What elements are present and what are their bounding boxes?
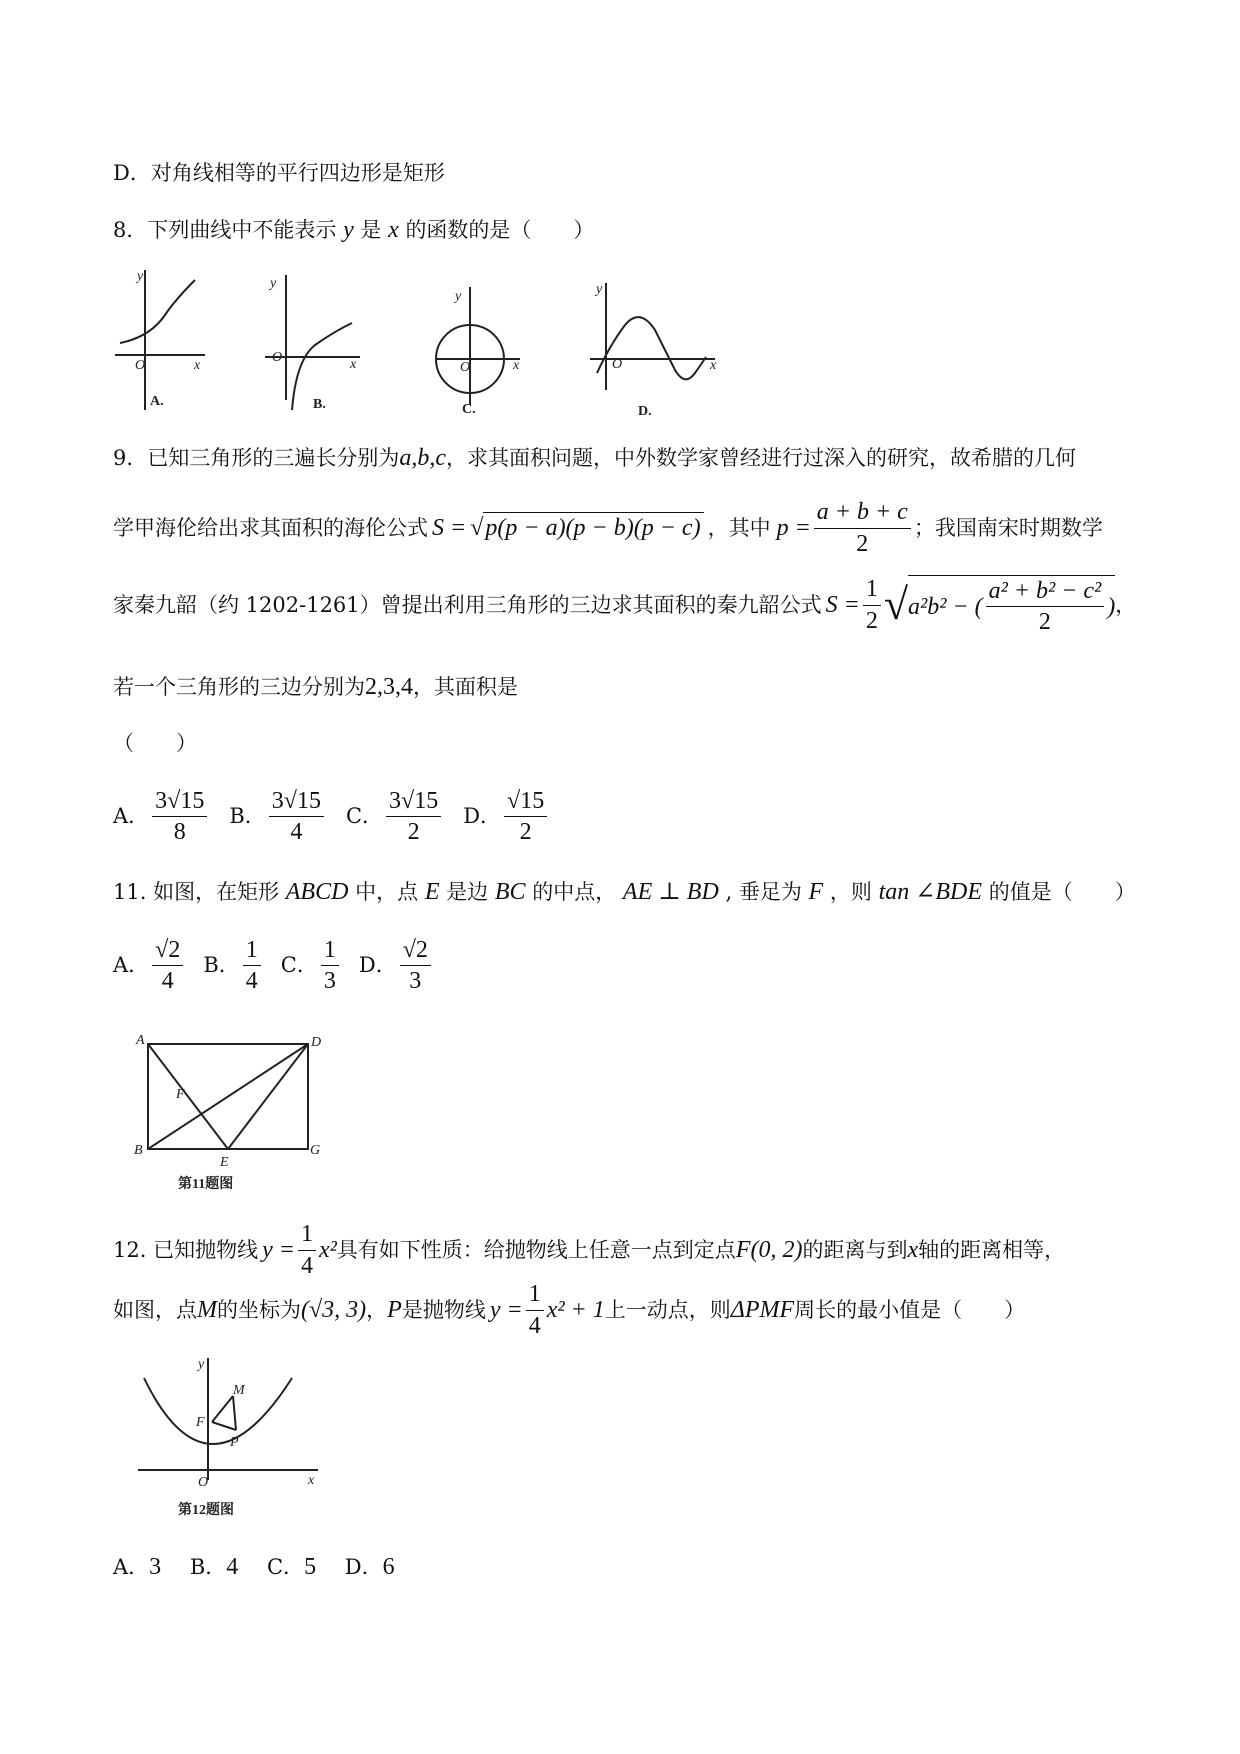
q12-fig-p: P [230,1435,239,1450]
q11-text-a: 11. 如图，在矩形 [113,880,280,904]
q11-opt-d [400,937,431,995]
q8-a-origin: O [135,358,146,373]
q9-line2 [113,498,1103,558]
q8-a-axis-x: x [194,358,201,373]
q12-text-b: 具有如下性质：给抛物线上任意一点到定点 [336,1237,736,1262]
q8-label-b: B. [313,397,326,412]
q11-ae-bd: AE ⊥ BD [622,879,719,905]
q9-qin-rad-b: ) [1107,593,1116,620]
q9-qin-half [863,576,881,634]
q9-line1-b: ，求其面积问题，中外数学家曾经进行过深入的研究，故希腊的几何 [446,446,1077,470]
q11-text-h: 的值是（ ） [988,880,1136,904]
q9-line4-a: 若一个三角形的三边分别为 [113,675,365,699]
q9-opt-d-label: D． [463,804,502,829]
q9-line2-a: 学甲海伦给出求其面积的海伦公式 [113,515,428,540]
q11-fig-e: E [220,1155,229,1170]
q12-line1 [113,1220,1065,1280]
q11-opt-b-num: 1 [243,937,261,966]
q12-opt-b-val: 4 [226,1554,239,1580]
q9-heron-lhs: S = [432,515,467,541]
q11-fig-d: D [311,1035,322,1050]
q9-opt-c-num: 3√15 [386,788,441,817]
q9-line4-b: ，其面积是 [413,675,518,699]
q12-eq2-rhs: x² + 1 [546,1297,605,1323]
q12-p: P [387,1297,402,1323]
q9-qin-rad-a: a²b² − ( [908,593,983,620]
q11-opt-c-num: 1 [321,937,339,966]
q12-eq1-rhs: x² [318,1237,337,1263]
q9-opt-c [386,788,441,846]
q8-stem [113,218,594,242]
q8-var-x: x [388,217,399,243]
q9-qin-inner-den: 2 [1038,609,1051,635]
q12-eq1-den: 4 [300,1252,313,1279]
q9-p-lhs: p = [776,515,811,541]
q11-opt-a-den: 4 [161,968,174,995]
q12-fig-m: M [233,1383,245,1398]
q12-fig-f: F [196,1415,205,1430]
q12-options [113,1555,395,1579]
q9-p-den: 2 [856,530,869,557]
q11-bc: BC [494,879,526,905]
q12-opt-d-val: 6 [382,1554,395,1580]
q8-var-y: y [343,217,354,243]
q8-a-axis-y: y [137,269,144,284]
q12-figure [128,1350,328,1534]
q11-text-c: 是边 [446,880,489,904]
q9-qin-inner [986,578,1105,636]
q11-f: F [808,879,824,905]
q12-opt-a-label: A． [113,1555,150,1579]
q11-opt-a-num: √2 [152,937,183,966]
q9-line3-b: ， [1115,592,1137,617]
q12-x: x [907,1237,919,1263]
q12-caption: 第12题图 [178,1503,234,1518]
q12-m-coord: (√3, 3) [301,1297,367,1323]
q11-stem [113,880,1136,904]
q11-figure [128,1030,322,1204]
q11-fig-f: F [176,1087,185,1102]
q9-qin-rad [908,575,1115,636]
q12-text-d: 轴的距离相等， [918,1237,1066,1262]
q12-fig-y: y [198,1357,205,1372]
q11-text-d: 的中点， [532,880,617,904]
q9-options [113,788,550,846]
q8-b-origin: O [272,350,283,365]
q12-text-a: 12. 已知抛物线 [113,1237,259,1262]
q9-sides: 2,3,4 [365,674,413,700]
q9-opt-a-label: A． [113,804,150,829]
q8-label-a: A. [150,394,164,409]
q9-line3-a: 家秦九韶（约 1202-1261）曾提出利用三角形的三边求其面积的秦九韶公式 [113,592,822,617]
q11-opt-b-den: 4 [245,968,258,995]
q8-c-origin: O [460,360,471,375]
q12-eq2-frac [526,1281,544,1339]
q9-qin-half-num: 1 [863,576,881,605]
q11-opt-b-label: B． [203,953,240,978]
q9-opt-d [504,788,547,846]
q12-triangle: ΔPMF [730,1297,795,1323]
q12-f-point: F(0, 2) [735,1237,803,1263]
q11-opt-c-den: 3 [323,968,336,995]
q9-p-frac [814,499,911,557]
q12-opt-c-val: 5 [304,1554,317,1580]
q12-eq1-frac [298,1221,316,1279]
q9-p-num: a + b + c [814,499,911,528]
q12-eq2-lhs: y = [489,1297,523,1323]
q11-text-e: , 垂足为 [725,880,802,904]
q12-text-j: 周长的最小值是（ ） [794,1297,1026,1322]
q12-text-i: 上一动点，则 [604,1297,731,1322]
q9-heron-rad: p(p − a)(p − b)(p − c) [483,512,703,541]
q11-text-g: ，则 [829,880,872,904]
q8-d-origin: O [612,357,623,372]
q9-opt-d-num: √15 [504,788,547,817]
q8-graph-c [435,287,520,417]
q12-text-g: ， [366,1297,388,1322]
q9-opt-b [269,788,324,846]
q9-abc: a,b,c [399,445,447,471]
q12-eq2-num: 1 [526,1281,544,1310]
q11-opt-d-num: √2 [400,937,431,966]
q11-opt-a [152,937,183,995]
q9-opt-b-den: 4 [290,819,303,846]
q11-opt-d-den: 3 [409,968,422,995]
q9-line1-a: 9．已知三角形的三遍长分别为 [113,446,400,470]
q8-suffix: 的函数的是（ ） [405,218,595,242]
q11-caption: 第11题图 [178,1177,234,1192]
q11-tan: tan ∠BDE [878,879,983,905]
q11-opt-d-label: D． [358,953,397,978]
q8-label-d: D. [638,404,652,419]
q11-opt-b [243,937,261,995]
q8-b-axis-x: x [350,357,357,372]
q11-opt-a-label: A． [113,953,150,978]
q11-fig-a: A [136,1033,145,1048]
q9-line1 [113,446,1076,470]
q9-line2-c: ；我国南宋时期数学 [913,515,1103,540]
q9-opt-a-den: 8 [173,819,186,846]
q12-text-f: 的坐标为 [217,1297,301,1322]
q9-qin-inner-num: a² + b² − c² [986,578,1105,607]
q12-m: M [197,1297,217,1323]
q9-heron-sqrt: √p(p − a)(p − b)(p − c) [470,516,703,540]
q8-b-axis-y: y [270,276,277,291]
q11-abcd: ABCD [285,879,349,905]
q8-graph-b [265,275,360,412]
q12-text-e: 如图，点 [113,1297,197,1322]
q7-option-d: D．对角线相等的平行四边形是矩形 [113,161,445,185]
q8-c-axis-x: x [513,358,520,373]
q8-prefix: 8．下列曲线中不能表示 [113,218,337,242]
q11-e: E [424,879,440,905]
q9-line2-b: ，其中 [707,515,771,540]
q8-graph-a [115,269,205,410]
q12-line2 [113,1280,1025,1340]
q8-graph-d [590,282,717,419]
q9-opt-d-den: 2 [519,819,532,846]
q8-d-axis-y: y [596,282,603,297]
q9-opt-a-num: 3√15 [152,788,207,817]
q12-eq2-den: 4 [528,1312,541,1339]
q8-c-axis-y: y [455,289,462,304]
q11-opt-c [321,937,339,995]
q12-fig-o: O [198,1475,209,1490]
q9-line3 [113,572,1136,638]
q8-figures [110,265,830,429]
q9-opt-b-num: 3√15 [269,788,324,817]
q9-paren: （ ） [113,731,197,755]
q12-eq1-num: 1 [298,1221,316,1250]
q12-opt-c-label: C． [266,1555,305,1579]
q11-opt-c-label: C． [280,953,318,978]
q11-fig-b: B [134,1143,143,1158]
q9-opt-c-den: 2 [407,819,420,846]
q12-opt-b-label: B． [189,1555,227,1579]
q11-options [113,937,434,995]
q9-qin-half-den: 2 [865,607,878,634]
q9-qin-lhs: S = [825,592,860,618]
q12-text-h: 是抛物线 [401,1297,486,1322]
q8-mid: 是 [360,218,382,242]
q12-fig-x: x [308,1473,315,1488]
q9-qin-sqrt-sign: √ [883,580,909,629]
q12-opt-d-label: D． [344,1555,383,1579]
q9-opt-b-label: B． [229,804,266,829]
q9-opt-c-label: C． [345,804,384,829]
q11-fig-g: G [310,1143,321,1158]
q9-opt-a [152,788,207,846]
q11-text-b: 中，点 [355,880,419,904]
q12-eq1-lhs: y = [262,1237,295,1263]
q12-text-c: 的距离与到 [802,1237,908,1262]
q9-line4 [113,675,518,699]
q12-opt-a-val: 3 [149,1554,162,1580]
q8-d-axis-x: x [710,358,717,373]
q8-label-c: C. [462,402,476,417]
